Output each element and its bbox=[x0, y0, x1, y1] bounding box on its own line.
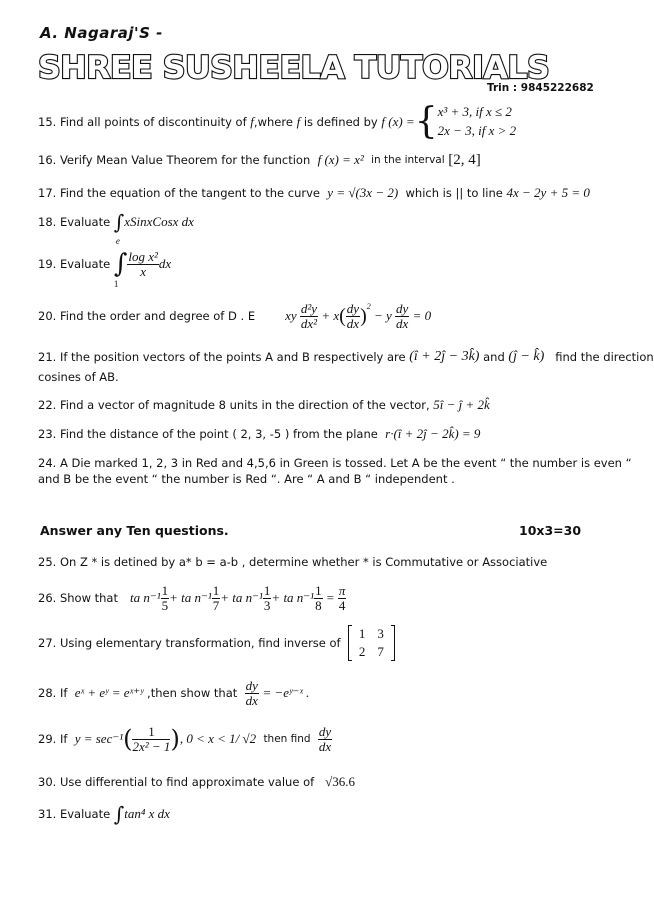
question-18 bbox=[38, 209, 194, 235]
question-23 bbox=[38, 425, 480, 443]
q29-find: then find bbox=[263, 733, 311, 745]
q15-f2: f bbox=[296, 114, 301, 129]
q21-vector-b: (ĵ − k̂) bbox=[508, 349, 545, 364]
q20-text: 20. Find the order and degree of D . E bbox=[38, 309, 256, 323]
q17-which: which is || to line bbox=[405, 186, 503, 200]
q31-text: 31. Evaluate bbox=[38, 807, 111, 821]
q29-d-den: dx bbox=[318, 738, 332, 754]
q16-interval-label: in the interval bbox=[371, 154, 445, 166]
q19-text: 19. Evaluate bbox=[38, 257, 111, 271]
q22-text: 22. Find a vector of magnitude 8 units in the direction of the vector, bbox=[38, 398, 430, 412]
integral-sign: ∫ bbox=[113, 249, 128, 279]
q19-numerator: log x² bbox=[128, 248, 158, 264]
q26-f2-den: 7 bbox=[212, 597, 220, 613]
matrix-cell: 7 bbox=[377, 644, 384, 659]
q26-term3: + ta n⁻¹ bbox=[220, 590, 263, 605]
q30-text: 30. Use differential to find approximate value of bbox=[38, 775, 315, 789]
q26-f1-den: 5 bbox=[161, 597, 169, 613]
question-16 bbox=[38, 150, 481, 170]
matrix-cell: 2 bbox=[358, 644, 366, 659]
q26-f3-num: 1 bbox=[263, 582, 271, 598]
question-26 bbox=[38, 580, 346, 616]
q28-lhs-num: dy bbox=[245, 677, 258, 693]
q31-integrand: tan⁴ x dx bbox=[124, 806, 170, 821]
q26-term4: + ta n⁻¹ bbox=[271, 590, 315, 605]
q17-line: 4x − 2y + 5 = 0 bbox=[506, 185, 590, 200]
question-20: 20. Find the order and degree of D . E xy $\frac{\text{d²y}}{\text{dx²}}$ + x ( $\frac{dy}{dx}$ ) $^2$ − y $\frac{dy}{dx}$ = 0 bbox=[38, 300, 432, 331]
q19-denominator: x bbox=[140, 263, 147, 279]
q23-plane: r·(î + 2ĵ − 2k̂) = 9 bbox=[385, 426, 481, 441]
q19-dx: dx bbox=[158, 256, 172, 271]
matrix-cell: 3 bbox=[377, 626, 384, 641]
q29-expr-pre: y = sec⁻¹ bbox=[74, 731, 124, 746]
q24-line2: and B be the event “ the number is Red “. Are “ A and B “ independent . bbox=[38, 472, 455, 486]
section-heading: Answer any Ten questions. bbox=[40, 523, 229, 538]
integral-sign: ∫ bbox=[113, 802, 125, 826]
q21-vector-a: (î + 2ĵ − 3k̂) bbox=[409, 349, 480, 364]
q30-value: √36.6 bbox=[325, 774, 356, 789]
q18-text: 18. Evaluate bbox=[38, 215, 111, 229]
matrix-cell: 1 bbox=[358, 626, 366, 641]
q23-text: 23. Find the distance of the point ( 2, 3, -5 ) from the plane bbox=[38, 427, 378, 441]
q27-matrix bbox=[348, 625, 395, 661]
q15-case1: x³ + 3, if x ≤ 2 bbox=[437, 104, 512, 120]
q17-text: 17. Find the equation of the tangent to the curve bbox=[38, 186, 320, 200]
contact-number: Trin : 9845222682 bbox=[487, 82, 594, 94]
q26-result-num: π bbox=[338, 582, 346, 598]
q26-f2-num: 1 bbox=[212, 582, 220, 598]
question-17 bbox=[38, 183, 590, 203]
author-name: A. Nagaraj'S - bbox=[40, 24, 163, 42]
q26-equals: = bbox=[325, 590, 335, 605]
question-27 bbox=[38, 621, 395, 665]
q27-text: 27. Using elementary transformation, find inverse of bbox=[38, 636, 341, 650]
q19-upper: e bbox=[115, 236, 120, 246]
q29-condition: , 0 < x < 1/ √2 bbox=[179, 731, 257, 746]
question-30 bbox=[38, 773, 355, 791]
question-15: 15. Find all points of discontinuity of f ,where f is defined by f (x) = { x³ + 3, if x ≤ 2 2x − 3, if x > 2 bbox=[38, 101, 517, 142]
q21-tail: find the direction bbox=[555, 350, 654, 364]
q17-curve: y = √(3x − 2) bbox=[327, 185, 399, 200]
q29-d-num: dy bbox=[318, 723, 332, 739]
q15-text: 15. Find all points of discontinuity of bbox=[38, 115, 247, 129]
q28-rhs: = −eʸ⁻ˣ . bbox=[262, 685, 310, 700]
section-marks: 10x3=30 bbox=[519, 523, 582, 538]
q15-defined: is defined by bbox=[303, 115, 378, 129]
q26-result-den: 4 bbox=[338, 597, 346, 613]
q18-integrand: xSinxCosx dx bbox=[124, 214, 194, 229]
question-29: 29. If y = sec⁻¹ ( $\frac{1}{\text{2x² − 1}}$ ) , 0 < x < 1/ √2 then find $\frac{dy}{dx}$ bbox=[38, 723, 332, 754]
q24-line1: 24. A Die marked 1, 2, 3 in Red and 4,5,6 in Green is tossed. Let A be the event “ the number is even “ bbox=[38, 456, 632, 470]
question-31 bbox=[38, 801, 170, 827]
q29-frac-den: 2x² − 1 bbox=[132, 738, 171, 754]
q15-case2: 2x − 3, if x > 2 bbox=[437, 123, 517, 138]
q16-text: 16. Verify Mean Value Theorem for the function bbox=[38, 153, 311, 167]
q28-text: 28. If bbox=[38, 686, 68, 700]
q22-vector: 5î − ĵ + 2k̂ bbox=[433, 397, 490, 412]
q28-show: ,then show that bbox=[147, 686, 238, 700]
question-25: 25. On Z * is detined by a* b = a-b , determine whether * is Commutative or Associative bbox=[38, 555, 548, 569]
q21-text: 21. If the position vectors of the points A and B respectively are bbox=[38, 350, 406, 364]
q28-expr: eˣ + eʸ = eˣ⁺ʸ bbox=[74, 685, 144, 700]
q21-and: and bbox=[483, 350, 505, 364]
q26-f4-num: 1 bbox=[315, 582, 322, 598]
question-28 bbox=[38, 675, 309, 711]
q16-expr: f (x) = x² bbox=[317, 152, 364, 167]
institute-title: SHREE SUSHEELA TUTORIALS bbox=[38, 50, 550, 86]
q26-text: 26. Show that bbox=[38, 591, 118, 605]
q26-f1-num: 1 bbox=[161, 582, 169, 598]
q26-term1: ta n⁻¹ bbox=[129, 590, 161, 605]
q29-frac-num: 1 bbox=[132, 725, 170, 740]
q28-lhs-den: dx bbox=[245, 692, 258, 708]
q26-term2: + ta n⁻¹ bbox=[169, 590, 212, 605]
q15-f: f bbox=[250, 114, 254, 129]
question-22 bbox=[38, 396, 490, 414]
integral-sign: ∫ bbox=[113, 210, 125, 234]
question-19 bbox=[38, 236, 172, 289]
q29-text: 29. If bbox=[38, 732, 68, 746]
question-21 bbox=[38, 347, 654, 367]
q26-f4-den: 8 bbox=[315, 597, 322, 613]
q16-interval: [2, 4] bbox=[448, 151, 481, 168]
q21-line2: cosines of AB. bbox=[38, 370, 119, 384]
q26-f3-den: 3 bbox=[263, 597, 271, 613]
q19-lower: 1 bbox=[113, 279, 119, 289]
q15-where: ,where bbox=[253, 115, 293, 129]
